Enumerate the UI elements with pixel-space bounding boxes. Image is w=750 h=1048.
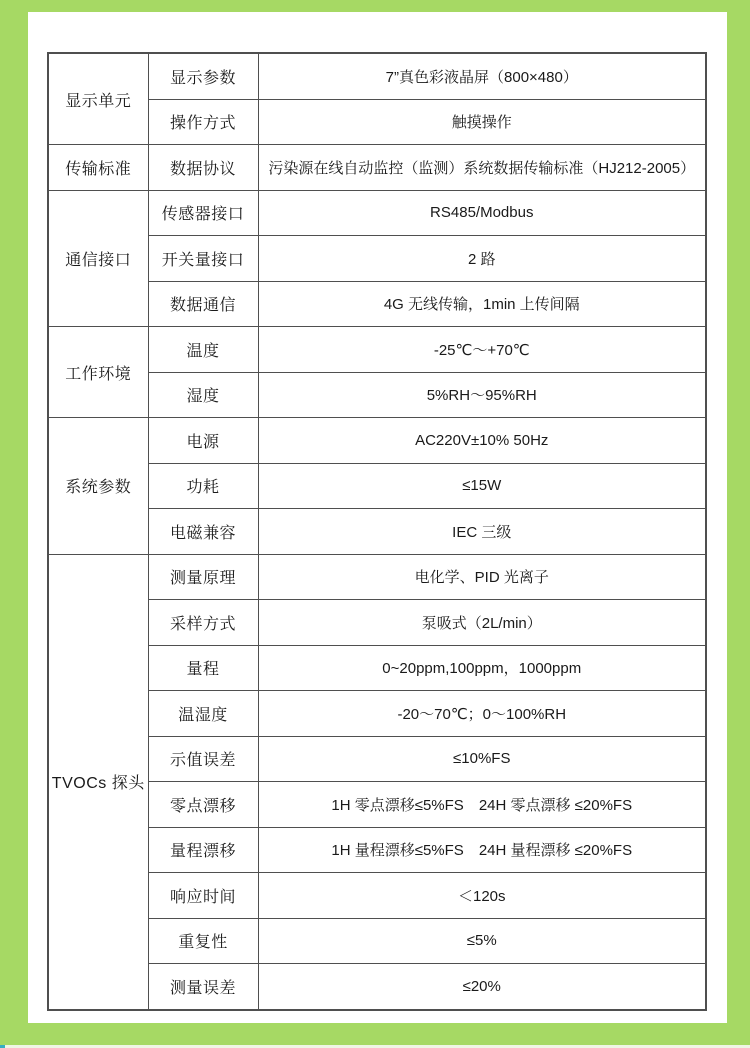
param-cell: 开关量接口: [148, 236, 258, 282]
param-cell: 零点漂移: [148, 782, 258, 828]
value-cell: 触摸操作: [258, 99, 706, 145]
param-cell: 量程: [148, 645, 258, 691]
param-cell: 数据通信: [148, 281, 258, 327]
param-cell: 重复性: [148, 918, 258, 964]
param-cell: 操作方式: [148, 99, 258, 145]
value-cell: 7”真色彩液晶屏（800×480）: [258, 53, 706, 99]
spec-table: [47, 52, 707, 1011]
value-cell: 1H 量程漂移≤5%FS 24H 量程漂移 ≤20%FS: [258, 827, 706, 873]
param-cell: 传感器接口: [148, 190, 258, 236]
param-cell: 测量原理: [148, 554, 258, 600]
param-cell: 响应时间: [148, 873, 258, 919]
param-cell: 湿度: [148, 372, 258, 418]
category-cell: 系统参数: [48, 418, 148, 555]
value-cell: ≤10%FS: [258, 736, 706, 782]
value-cell: RS485/Modbus: [258, 190, 706, 236]
table-row: [48, 190, 706, 236]
table-row: [48, 418, 706, 464]
value-cell: 污染源在线自动监控（监测）系统数据传输标准（HJ212-2005）: [258, 145, 706, 191]
value-cell: 2 路: [258, 236, 706, 282]
value-cell: 1H 零点漂移≤5%FS 24H 零点漂移 ≤20%FS: [258, 782, 706, 828]
param-cell: 数据协议: [148, 145, 258, 191]
param-cell: 温湿度: [148, 691, 258, 737]
table-row: [48, 53, 706, 99]
category-cell: TVOCs 探头: [48, 554, 148, 1010]
table-row: [48, 554, 706, 600]
category-cell: 工作环境: [48, 327, 148, 418]
category-cell: 传输标准: [48, 145, 148, 191]
value-cell: ≤15W: [258, 463, 706, 509]
param-cell: 电源: [148, 418, 258, 464]
param-cell: 显示参数: [148, 53, 258, 99]
table-row: [48, 327, 706, 373]
value-cell: -25℃～+70℃: [258, 327, 706, 373]
spec-table-body: [48, 53, 706, 1010]
value-cell: ≤20%: [258, 964, 706, 1010]
value-cell: 泵吸式（2L/min）: [258, 600, 706, 646]
value-cell: AC220V±10% 50Hz: [258, 418, 706, 464]
param-cell: 测量误差: [148, 964, 258, 1010]
category-cell: 通信接口: [48, 190, 148, 327]
value-cell: 5%RH～95%RH: [258, 372, 706, 418]
category-cell: 显示单元: [48, 53, 148, 145]
value-cell: 0~20ppm,100ppm，1000ppm: [258, 645, 706, 691]
value-cell: ＜120s: [258, 873, 706, 919]
param-cell: 电磁兼容: [148, 509, 258, 555]
param-cell: 量程漂移: [148, 827, 258, 873]
value-cell: 4G 无线传输，1min 上传间隔: [258, 281, 706, 327]
param-cell: 温度: [148, 327, 258, 373]
table-row: [48, 145, 706, 191]
value-cell: ≤5%: [258, 918, 706, 964]
content-page: [28, 12, 727, 1023]
value-cell: IEC 三级: [258, 509, 706, 555]
param-cell: 采样方式: [148, 600, 258, 646]
param-cell: 功耗: [148, 463, 258, 509]
value-cell: 电化学、PID 光离子: [258, 554, 706, 600]
param-cell: 示值误差: [148, 736, 258, 782]
value-cell: -20～70℃；0～100%RH: [258, 691, 706, 737]
